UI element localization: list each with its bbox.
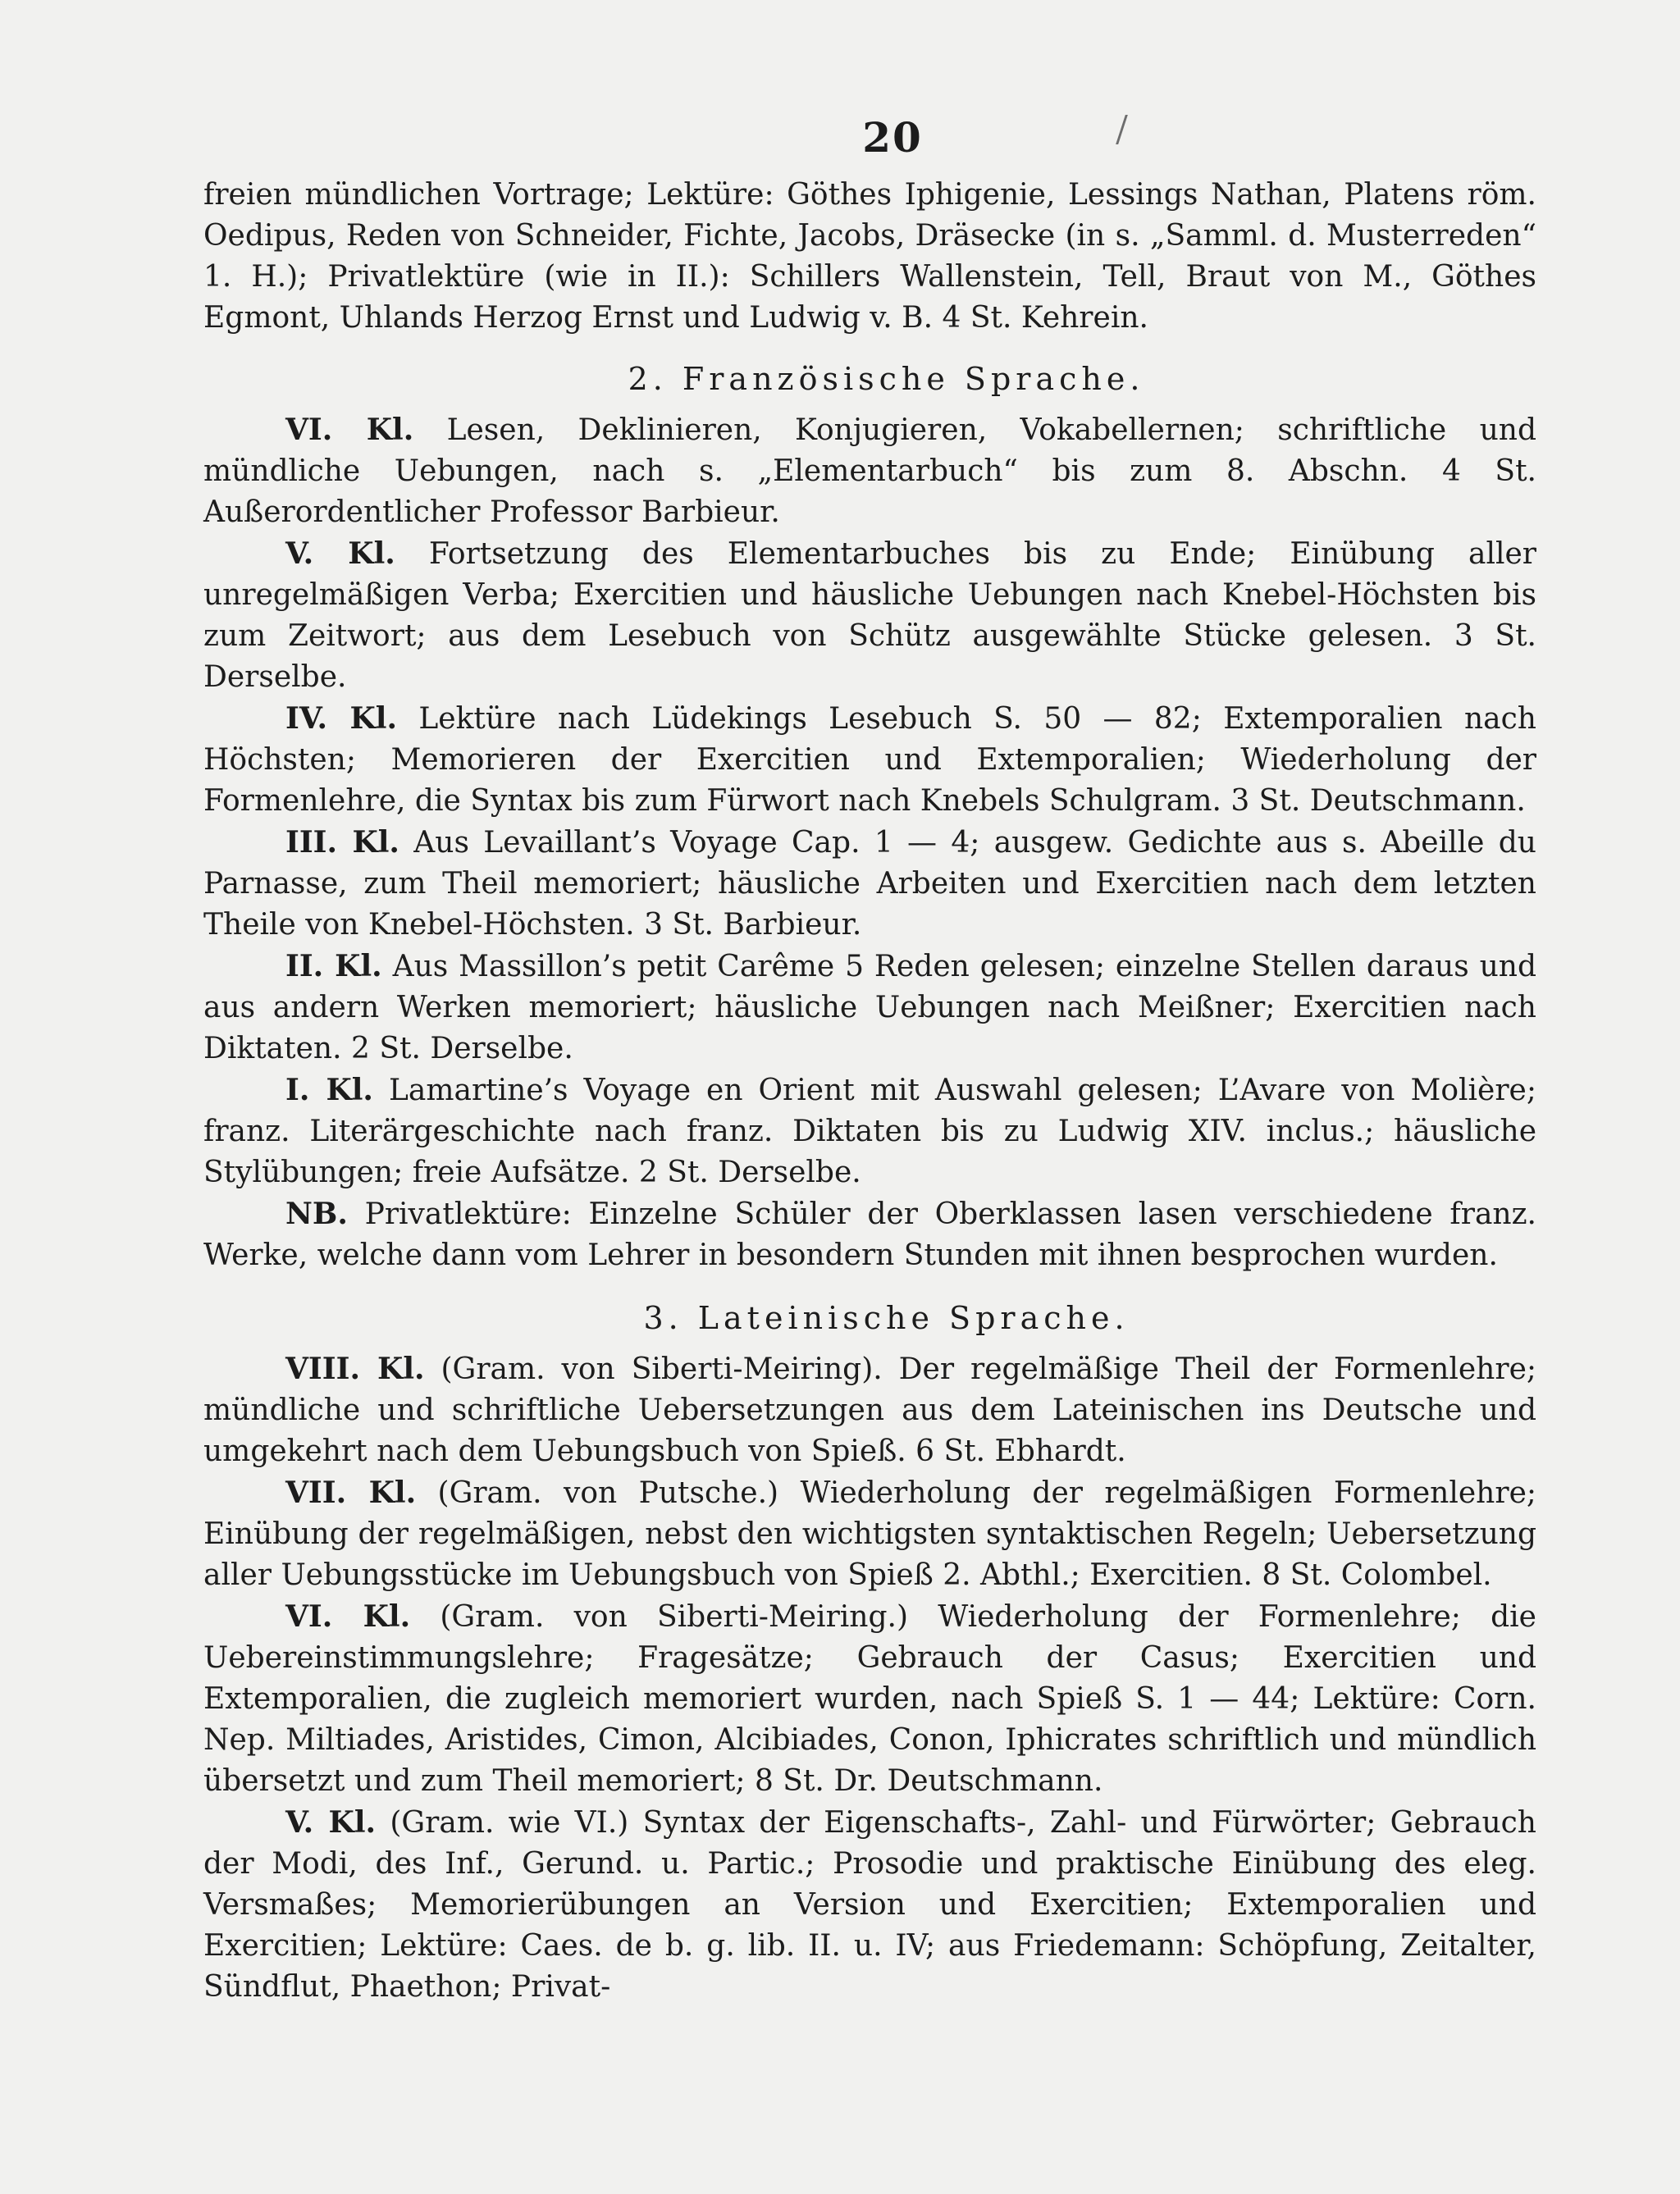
class-label: V. Kl. (285, 1805, 377, 1840)
paragraph (203, 822, 1536, 946)
paragraph (203, 1070, 1536, 1193)
paragraph (203, 946, 1536, 1070)
class-label: V. Kl. (285, 536, 395, 571)
class-label: VIII. Kl. (285, 1352, 425, 1386)
class-label: I. Kl. (285, 1073, 373, 1107)
paragraph-text: (Gram. von Siberti-Meiring). Der regelmäßige Theil der Formenlehre; mündliche und schriftliche Uebersetzungen aus dem Lateinischen ins Deutsche und umgekehrt nach dem Uebungsbuch von Spieß. 6 St. Ebhardt. (203, 1352, 1537, 1468)
class-label: II. Kl. (285, 949, 382, 983)
paragraph (203, 1802, 1536, 2008)
class-label: IV. Kl. (285, 701, 397, 736)
class-label: NB. (285, 1197, 348, 1231)
class-label: VII. Kl. (285, 1476, 417, 1510)
latin-heading: 3. Lateinische Sprache. (643, 1300, 1130, 1336)
paragraph-text: (Gram. von Siberti-Meiring.) Wiederholung der Formenlehre; die Uebereinstimmungslehre; Fragesätze; Gebrauch der Casus; Exercitien und Extemporalien, die zugleich memoriert wurden, nach Spieß S. 1 — 44; Lektüre: Corn. Nep. Miltiades, Aristides, Cimon, Alcibiades, Conon, Iphicrates schriftlich und mündlich übersetzt und zum Theil memoriert; 8 St. Dr. Deutschmann. (203, 1600, 1536, 1798)
paragraph-text: Privatlektüre: Einzelne Schüler der Oberklassen lasen verschiedene franz. Werke, welche dann vom Lehrer in besondern Stunden mit ihnen besprochen wurden. (203, 1197, 1536, 1272)
paragraph (203, 1193, 1536, 1276)
paragraph-text: Aus Levaillant’s Voyage Cap. 1 — 4; ausgew. Gedichte aus s. Abeille du Parnasse, zum Theil memoriert; häusliche Arbeiten und Exercitien nach dem letzten Theile von Knebel-Höchsten. 3 St. Barbieur. (203, 826, 1536, 942)
paragraph-text: Lektüre nach Lüdekings Lesebuch S. 50 — 82; Extemporalien nach Höchsten; Memorieren der Exercitien und Extemporalien; Wiederholung der Formenlehre, die Syntax bis zum Fürwort nach Knebels Schulgram. 3 St. Deutschmann. (203, 702, 1536, 818)
class-label: III. Kl. (285, 825, 399, 860)
french-heading: 2. Französische Sprache. (628, 361, 1145, 397)
paragraph-text: (Gram. von Putsche.) Wiederholung der regelmäßigen Formenlehre; Einübung der regelmäßigen, nebst den wichtigsten syntaktischen Regeln; Uebersetzung aller Uebungsstücke im Uebungsbuch von Spieß 2. Abthl.; Exercitien. 8 St. Colombel. (203, 1476, 1536, 1592)
paragraph-text: (Gram. wie VI.) Syntax der Eigenschafts-, Zahl- und Fürwörter; Gebrauch der Modi, des Inf., Gerund. u. Partic.; Prosodie und praktische Einübung des eleg. Versmaßes; Memorierübungen an Version und Exercitien; Extemporalien und Exercitien; Lektüre: Caes. de b. g. lib. II. u. IV; aus Friedemann: Schöpfung, Zeitalter, Sündflut, Phaethon; Privat- (203, 1806, 1536, 2004)
page-number: 20 (862, 113, 923, 162)
class-label: VI. Kl. (285, 413, 414, 447)
paragraph-text: Fortsetzung des Elementarbuches bis zu Ende; Einübung aller unregelmäßigen Verba; Exercitien und häusliche Uebungen nach Knebel-Höchsten bis zum Zeitwort; aus dem Lesebuch von Schütz ausgewählte Stücke gelesen. 3 St. Derselbe. (203, 537, 1536, 694)
paragraph-text: Lamartine’s Voyage en Orient mit Auswahl gelesen; L’Avare von Molière; franz. Literärgeschichte nach franz. Diktaten bis zu Ludwig XIV. inclus.; häusliche Stylübungen; freie Aufsätze. 2 St. Derselbe. (203, 1074, 1536, 1189)
paragraph (203, 1348, 1536, 1472)
paragraph (203, 1596, 1536, 1802)
paragraph (203, 698, 1536, 822)
paragraph (203, 533, 1536, 698)
paragraph-text: Lesen, Deklinieren, Konjugieren, Vokabellernen; schriftliche und mündliche Uebungen, nach s. „Elementarbuch“ bis zum 8. Abschn. 4 St. Außerordentlicher Professor Barbieur. (203, 413, 1536, 529)
german-section-end: freien mündlichen Vortrage; Lektüre: Göthes Iphigenie, Lessings Nathan, Platens röm. Oedipus, Reden von Schneider, Fichte, Jacobs, Dräsecke (in s. „Samml. d. Musterreden“ 1. H.); Privatlektüre (wie in II.): Schillers Wallenstein, Tell, Braut von M., Göthes Egmont, Uhlands Herzog Ernst und Ludwig v. B. 4 St. Kehrein. (203, 178, 1536, 335)
french-section (203, 409, 1536, 1276)
paragraph (203, 1472, 1536, 1596)
class-label: VI. Kl. (285, 1599, 411, 1634)
latin-section (203, 1348, 1536, 2008)
paragraph (203, 409, 1536, 533)
paragraph-text: Aus Massillon’s petit Carême 5 Reden gelesen; einzelne Stellen daraus und aus andern Werken memoriert; häusliche Uebungen nach Meißner; Exercitien nach Diktaten. 2 St. Derselbe. (203, 950, 1536, 1065)
